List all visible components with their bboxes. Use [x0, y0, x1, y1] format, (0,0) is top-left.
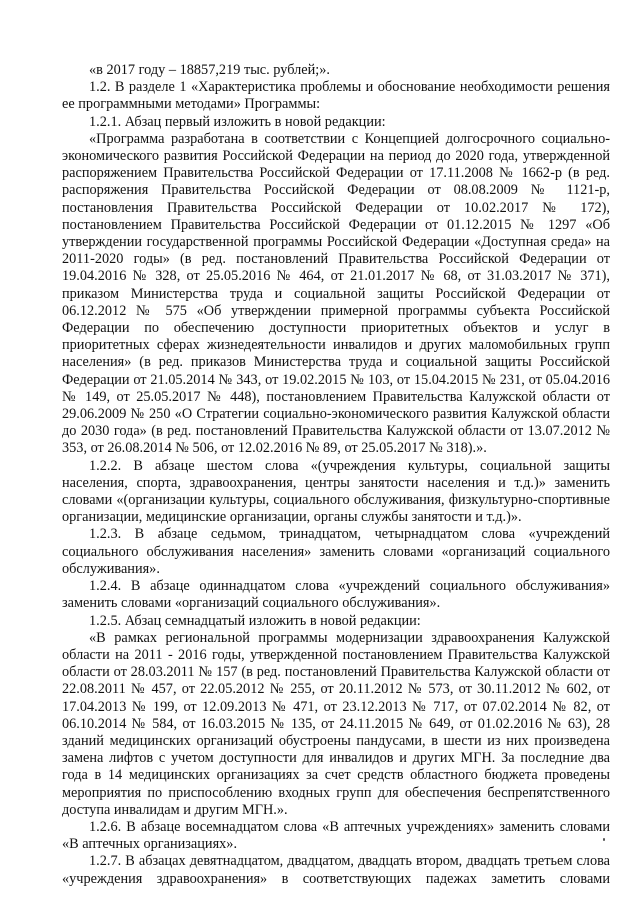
- paragraph-program-basis: «Программа разработана в соответствии с Концепцией долгосрочного социально-экономического развития Российской Федерации на период до 2020 года, утвержденной распоряжением Правительства Российской Федерации от 17.11.2008 № 1662-р (в ред. распоряжения Правительства Российской Федерации от 08.08.2009 № 1121-р, постановления Правительства Российской Федерации от 10.02.2017 № 172), постановлением Правительства Российской Федерации от 01.12.2015 № 1297 «Об утверждении государственной программы Российской Федерации «Доступная среда» на 2011-2020 годы» (в ред. постановлений Правительства Российской Федерации от 19.04.2016 № 328, от 25.05.2016 № 464, от 21.01.2017 № 68, от 31.03.2017 № 371), приказом Министерства труда и социальной защиты Российской Федерации от 06.12.2012 № 575 «Об утверждении примерной программы субъекта Российской Федерации по обеспечению доступности приоритетных объектов и услуг в приоритетных сферах жизнедеятельности инвалидов и других маломобильных групп населения» (в ред. приказов Министерства труда и социальной защиты Российской Федерации от 21.05.2014 № 343, от 19.02.2015 № 103, от 15.04.2015 № 231, от 05.04.2016 № 149, от 25.05.2017 № 448), постановлением Правительства Калужской области от 29.06.2009 № 250 «О Стратегии социально-экономического развития Калужской области до 2030 года» (в ред. постановлений Правительства Калужской области от 13.07.2012 № 353, от 26.08.2014 № 506, от 12.02.2016 № 89, от 25.05.2017 № 318).».: [62, 130, 610, 457]
- paragraph-healthcare-modernization: «В рамках региональной программы модернизации здравоохранения Калужской области на 2011 - 2016 годы, утвержденной постановлением Правительства Калужской области от 28.03.2011 № 157 (в ред. постановлений Правительства Калужской области от 22.08.2011 № 457, от 22.05.2012 № 255, от 20.11.2012 № 573, от 30.11.2012 № 602, от 17.04.2013 № 199, от 12.09.2013 № 471, от 23.12.2013 № 717, от 07.02.2014 № 82, от 06.10.2014 № 584, от 16.03.2015 № 135, от 24.11.2015 № 649, от 01.02.2016 № 63), 28 зданий медицинских организаций обустроены пандусами, в шести из них произведена замена лифтов с учетом доступности для инвалидов и других МГН. За последние два года в 14 медицинских организациях за счет средств областного бюджета проведены мероприятия по приспособлению входных групп для обеспечения беспрепятственного доступа инвалидам и другим МГН.».: [62, 629, 610, 818]
- scan-speck: [603, 838, 605, 841]
- paragraph-section-1-2-5: 1.2.5. Абзац семнадцатый изложить в новой редакции:: [89, 612, 421, 629]
- paragraph-section-1-2-4: 1.2.4. В абзаце одиннадцатом слова «учреждений социального обслуживания» заменить словами «организаций социального обслуживания».: [62, 578, 610, 612]
- paragraph-section-1-2-3: 1.2.3. В абзаце седьмом, тринадцатом, четырнадцатом слова «учреждений социального обслуживания населения» заменить словами «организаций социального обслуживания».: [62, 526, 610, 577]
- document-page: [62, 62, 610, 888]
- paragraph-section-1-2-1: 1.2.1. Абзац первый изложить в новой редакции:: [89, 113, 386, 130]
- paragraph-section-1-2-2: 1.2.2. В абзаце шестом слова «(учреждения культуры, социальной защиты населения, спорта, здравоохранения, центры занятости населения и т.д.)» заменить словами «(организации культуры, социального обслуживания, физкультурно-спортивные организации, медицинские организации, органы службы занятости и т.д.)».: [62, 457, 610, 526]
- paragraph-section-1-2-7: 1.2.7. В абзацах девятнадцатом, двадцатом, двадцать втором, двадцать третьем слова «учреждения здравоохранения» в соответствующих падежах заметить словами: [62, 853, 610, 887]
- paragraph-section-1-2-6: 1.2.6. В абзаце восемнадцатом слова «В аптечных учреждениях» заменить словами «В аптечных организациях».: [62, 818, 610, 853]
- paragraph-amount-2017: «в 2017 году – 18857,219 тыс. рублей;».: [89, 62, 330, 78]
- paragraph-section-1-2: 1.2. В разделе 1 «Характеристика проблемы и обоснование необходимости решения ее программными методами» Программы:: [62, 79, 610, 113]
